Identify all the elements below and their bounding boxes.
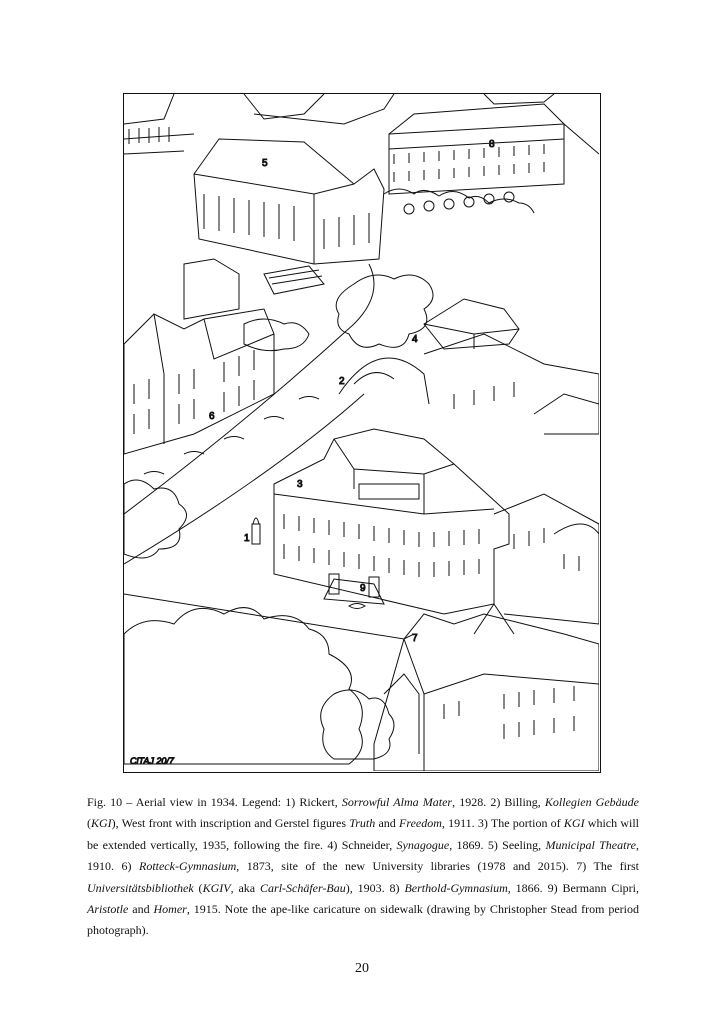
caption-italic: Truth	[349, 816, 376, 831]
figure-caption	[87, 792, 639, 942]
building-7-universitatsbibliothek	[374, 604, 599, 771]
caption-italic: Kollegien Gebäude	[544, 795, 640, 809]
aerial-view-drawing	[123, 93, 601, 773]
label-7: 7	[412, 633, 418, 644]
caption-italic: Municipal Theatre	[545, 837, 636, 852]
caption-italic: KGI	[91, 816, 112, 831]
building-right-wing	[424, 334, 599, 624]
caption-italic: Carl-Schäfer-Bau	[260, 880, 346, 895]
label-3: 3	[297, 479, 303, 490]
caption-italic: Berthold-Gymnasium	[404, 880, 508, 895]
label-1: 1	[244, 533, 250, 544]
building-5-municipal-theatre	[194, 139, 384, 294]
page-number: 20	[355, 961, 369, 976]
building-6-rotteck-gymnasium	[124, 259, 274, 454]
caption-italic: Rotteck-Gymnasium	[138, 859, 237, 874]
caption-italic: KGI	[563, 816, 585, 831]
label-4: 4	[412, 334, 418, 345]
label-2: 2	[339, 376, 345, 387]
statue-1-sorrowful-alma-mater	[252, 518, 260, 544]
caption-text: , 1910. 6)	[87, 837, 639, 874]
caption-text: , 1911. 3) The portion of	[441, 816, 564, 831]
caption-text: , 1866. 9) Bermann Cipri,	[507, 880, 640, 895]
caption-text: , 1869. 5) Seeling,	[449, 837, 546, 852]
caption-italic: Homer	[153, 902, 187, 917]
label-5: 5	[262, 158, 268, 169]
building-2-kollegien-gebaude-dome	[339, 358, 429, 404]
caption-text: and	[128, 902, 154, 917]
caption-text: ), 1903. 8)	[345, 880, 405, 895]
building-4-synagogue	[424, 299, 519, 349]
caption-text: ), West front with inscription and Gerstel figures	[111, 816, 350, 831]
caption-text: , aka	[230, 880, 261, 895]
label-6: 6	[209, 411, 215, 422]
building-3-kgi	[274, 429, 509, 614]
label-9: 9	[360, 583, 366, 594]
caption-italic: Universitätsbibliothek	[87, 880, 194, 895]
caption-text: Fig. 10 – Aerial view in 1934. Legend: 1) Rickert,	[87, 795, 342, 809]
caption-text: , 1915. Note the ape-like caricature on sidewalk (drawing by Christopher Stead from period photograph).	[87, 902, 639, 938]
caption-italic: Freedom	[399, 816, 442, 831]
label-8: 8	[489, 139, 495, 150]
caption-italic: Sorrowful Alma Mater	[341, 795, 453, 809]
caption-text: (	[193, 880, 203, 895]
caption-italic: Synagogue	[396, 837, 450, 852]
caption-text: which will be extended vertically, 1935, following the fire. 4) Schneider,	[87, 816, 640, 852]
caption-text: (	[87, 816, 91, 831]
caption-text: and	[375, 816, 400, 831]
caption-italic: KGIV	[202, 880, 231, 895]
artist-signature: CiTAJ 20/7	[130, 756, 174, 766]
caption-text: , 1928. 2) Billing,	[452, 795, 545, 809]
caption-text: , 1873, site of the new University libraries (1978 and 2015). 7) The first	[236, 859, 640, 874]
caption-italic: Aristotle	[87, 902, 129, 917]
